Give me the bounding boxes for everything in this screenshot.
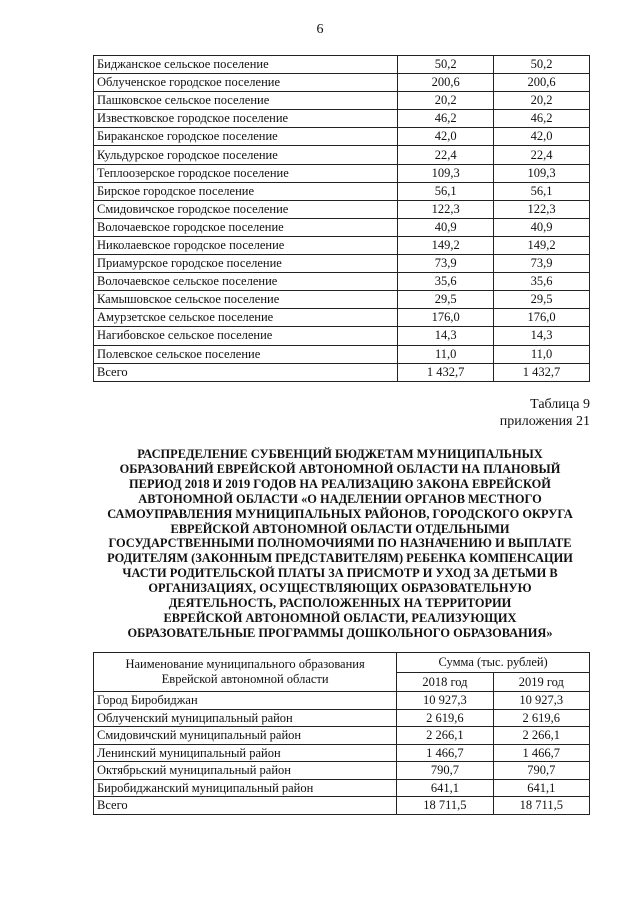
row-value-1: 790,7	[397, 762, 493, 780]
table-row	[94, 182, 590, 200]
row-value-2: 29,5	[494, 291, 590, 309]
heading-line: РАСПРЕДЕЛЕНИЕ СУБВЕНЦИЙ БЮДЖЕТАМ МУНИЦИПАЛЬНЫХ	[137, 447, 543, 461]
row-value-2: 641,1	[493, 779, 589, 797]
table-row	[94, 779, 590, 797]
table-row	[94, 345, 590, 363]
row-value-1: 50,2	[398, 56, 494, 74]
table-row	[94, 128, 590, 146]
row-name: Октябрьский муниципальный район	[94, 762, 397, 780]
table-row	[94, 56, 590, 74]
row-value-1: 2 619,6	[397, 709, 493, 727]
row-value-1: 1 466,7	[397, 744, 493, 762]
row-value-2: 2 619,6	[493, 709, 589, 727]
header-name-line: Еврейской автономной области	[161, 672, 329, 686]
table-total-row	[94, 797, 590, 815]
table-row	[94, 327, 590, 345]
row-value-1: 149,2	[398, 236, 494, 254]
appendix-caption: приложения 21	[499, 414, 590, 429]
row-value-1: 56,1	[398, 182, 494, 200]
row-value-2: 176,0	[494, 309, 590, 327]
row-value-1: 29,5	[398, 291, 494, 309]
table-row	[94, 762, 590, 780]
row-value-2: 42,0	[494, 128, 590, 146]
row-name: Всего	[94, 363, 398, 381]
header-sum: Сумма (тыс. рублей)	[397, 653, 590, 673]
row-value-1: 122,3	[398, 200, 494, 218]
row-name: Теплоозерское городское поселение	[94, 164, 398, 182]
row-name: Ленинский муниципальный район	[94, 744, 397, 762]
heading-line: ЕВРЕЙСКОЙ АВТОНОМНОЙ ОБЛАСТИ ОТДЕЛЬНЫМИ	[170, 521, 510, 536]
row-value-1: 73,9	[398, 255, 494, 273]
row-name: Кульдурское городское поселение	[94, 146, 398, 164]
row-name: Облученский муниципальный район	[94, 709, 397, 727]
table-row	[94, 709, 590, 727]
row-value-2: 2 266,1	[493, 727, 589, 745]
row-value-2: 1 432,7	[494, 363, 590, 381]
row-value-2: 18 711,5	[493, 797, 589, 815]
row-value-2: 149,2	[494, 236, 590, 254]
row-value-2: 40,9	[494, 218, 590, 236]
row-value-2: 1 466,7	[493, 744, 589, 762]
row-name: Всего	[94, 797, 397, 815]
row-value-2: 109,3	[494, 164, 590, 182]
row-value-1: 18 711,5	[397, 797, 493, 815]
row-name: Биробиджанский муниципальный район	[94, 779, 397, 797]
header-name	[94, 653, 397, 692]
heading-line: ГОСУДАРСТВЕННЫМИ ПОЛНОМОЧИЯМИ ПО НАЗНАЧЕНИЮ И ВЫПЛАТЕ	[108, 536, 572, 551]
row-name: Волочаевское сельское поселение	[94, 273, 398, 291]
row-name: Облученское городское поселение	[94, 74, 398, 92]
page-number: 6	[316, 22, 324, 37]
header-name-line: Наименование муниципального образования	[125, 657, 365, 671]
heading-line: ЧАСТИ РОДИТЕЛЬСКОЙ ПЛАТЫ ЗА ПРИСМОТР И УХОД ЗА ДЕТЬМИ В	[122, 566, 558, 581]
row-name: Николаевское городское поселение	[94, 236, 398, 254]
heading-line: РОДИТЕЛЯМ (ЗАКОННЫМ ПРЕДСТАВИТЕЛЯМ) РЕБЕНКА КОМПЕНСАЦИИ	[107, 551, 573, 566]
row-value-2: 790,7	[493, 762, 589, 780]
heading-line: ПЕРИОД 2018 И 2019 ГОДОВ НА РЕАЛИЗАЦИЮ ЗАКОНА ЕВРЕЙСКОЙ	[129, 476, 551, 491]
table-row	[94, 110, 590, 128]
row-name: Приамурское городское поселение	[94, 255, 398, 273]
row-value-1: 35,6	[398, 273, 494, 291]
heading-line: ОРГАНИЗАЦИЯХ, ОСУЩЕСТВЛЯЮЩИХ ОБРАЗОВАТЕЛЬНУЮ	[148, 581, 532, 596]
heading-line: ДЕЯТЕЛЬНОСТЬ, РАСПОЛОЖЕННЫХ НА ТЕРРИТОРИИ	[168, 596, 512, 611]
row-name: Город Биробиджан	[94, 692, 397, 710]
row-name: Смидовичское городское поселение	[94, 200, 398, 218]
row-value-1: 22,4	[398, 146, 494, 164]
table-row	[94, 692, 590, 710]
row-name: Камышовское сельское поселение	[94, 291, 398, 309]
table-caption: Таблица 9	[530, 397, 590, 412]
row-value-2: 11,0	[494, 345, 590, 363]
table-row	[94, 291, 590, 309]
row-name: Бирское городское поселение	[94, 182, 398, 200]
row-value-1: 200,6	[398, 74, 494, 92]
table-row	[94, 309, 590, 327]
heading-line: ОБРАЗОВАТЕЛЬНЫЕ ПРОГРАММЫ ДОШКОЛЬНОГО ОБРАЗОВАНИЯ»	[127, 625, 553, 640]
row-value-1: 14,3	[398, 327, 494, 345]
heading-line: САМОУПРАВЛЕНИЯ МУНИЦИПАЛЬНЫХ РАЙОНОВ, ГОРОДСКОГО ОКРУГА	[107, 506, 573, 521]
row-value-2: 50,2	[494, 56, 590, 74]
row-value-1: 10 927,3	[397, 692, 493, 710]
row-value-2: 46,2	[494, 110, 590, 128]
table-row	[94, 92, 590, 110]
row-name: Полевское сельское поселение	[94, 345, 398, 363]
row-value-2: 20,2	[494, 92, 590, 110]
districts-table	[93, 652, 590, 815]
row-value-2: 200,6	[494, 74, 590, 92]
row-value-1: 109,3	[398, 164, 494, 182]
table-row	[94, 200, 590, 218]
heading-line: АВТОНОМНОЙ ОБЛАСТИ «О НАДЕЛЕНИИ ОРГАНОВ МЕСТНОГО	[138, 491, 542, 506]
table-header-row	[94, 653, 590, 673]
document-heading	[95, 447, 585, 641]
row-value-2: 35,6	[494, 273, 590, 291]
row-name: Нагибовское сельское поселение	[94, 327, 398, 345]
row-value-1: 46,2	[398, 110, 494, 128]
row-value-1: 40,9	[398, 218, 494, 236]
table-row	[94, 74, 590, 92]
table-total-row	[94, 363, 590, 381]
heading-line: ОБРАЗОВАНИЙ ЕВРЕЙСКОЙ АВТОНОМНОЙ ОБЛАСТИ НА ПЛАНОВЫЙ	[119, 461, 561, 476]
table-row	[94, 146, 590, 164]
settlements-table	[93, 55, 590, 382]
row-value-2: 73,9	[494, 255, 590, 273]
row-name: Волочаевское городское поселение	[94, 218, 398, 236]
row-value-1: 176,0	[398, 309, 494, 327]
row-name: Биджанское сельское поселение	[94, 56, 398, 74]
row-value-2: 22,4	[494, 146, 590, 164]
heading-line: ЕВРЕЙСКОЙ АВТОНОМНОЙ ОБЛАСТИ, РЕАЛИЗУЮЩИХ	[163, 610, 517, 625]
row-value-2: 14,3	[494, 327, 590, 345]
table-row	[94, 255, 590, 273]
row-value-1: 11,0	[398, 345, 494, 363]
row-value-1: 20,2	[398, 92, 494, 110]
row-value-1: 641,1	[397, 779, 493, 797]
row-value-2: 56,1	[494, 182, 590, 200]
row-name: Амурзетское сельское поселение	[94, 309, 398, 327]
table-row	[94, 727, 590, 745]
row-name: Известковское городское поселение	[94, 110, 398, 128]
row-name: Пашковское сельское поселение	[94, 92, 398, 110]
row-value-2: 10 927,3	[493, 692, 589, 710]
row-name: Бираканское городское поселение	[94, 128, 398, 146]
table-row	[94, 273, 590, 291]
row-name: Смидовичский муниципальный район	[94, 727, 397, 745]
row-value-1: 1 432,7	[398, 363, 494, 381]
row-value-1: 42,0	[398, 128, 494, 146]
table-row	[94, 164, 590, 182]
header-year-2019: 2019 год	[493, 673, 589, 692]
table-row	[94, 236, 590, 254]
table-row	[94, 218, 590, 236]
header-year-2018: 2018 год	[397, 673, 493, 692]
row-value-2: 122,3	[494, 200, 590, 218]
row-value-1: 2 266,1	[397, 727, 493, 745]
table-row	[94, 744, 590, 762]
